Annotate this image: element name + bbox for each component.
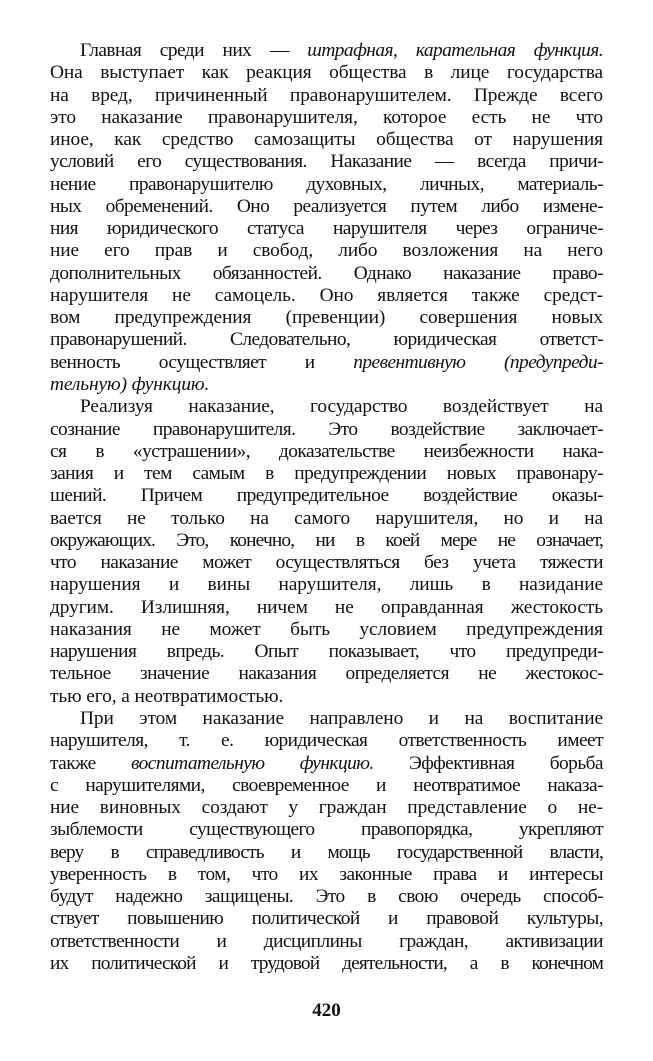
text-line: условий его существования. Наказание — всегда причи- (50, 151, 603, 173)
text-line: веру в справедливость и мощь государственной власти, (50, 841, 603, 863)
text-line: нарушения и вины нарушителя, лишь в назидание (50, 574, 603, 596)
text-line: наказания не может быть условием предупреждения (50, 618, 603, 640)
text-line: другим. Излишняя, ничем не оправданная жестокость (50, 596, 603, 618)
text-line: зыблемости существующего правопорядка, укрепляют (50, 819, 603, 841)
text-line: с нарушителями, своевременное и неотвратимое наказа- (50, 774, 603, 796)
text-line: тью его, а неотвратимостью. (50, 685, 284, 707)
text-line: что наказание может осуществляться без учета тяжести (50, 552, 603, 574)
text-line: шений. Причем предупредительное воздействие оказы- (50, 485, 603, 507)
text-line: также воспитательную функцию. Эффективная борьба (50, 752, 603, 774)
text-line: нарушителя, т. е. юридическая ответственность имеет (50, 730, 603, 752)
page-number: 420 (312, 1000, 341, 1021)
text-line: нение правонарушителю духовных, личных, материаль- (50, 173, 603, 195)
text-line: ние его прав и свобод, либо возложения на него (50, 240, 603, 262)
text-line: нарушителя не самоцель. Оно является также средст- (50, 284, 603, 306)
text-line: Главная среди них — штрафная, карательная функция. (80, 40, 604, 61)
text-line: уверенность в том, что их законные права и интересы (50, 863, 603, 885)
text-line: будут надежно защищены. Это в свою очередь способ- (50, 886, 603, 908)
text-line: окружающих. Это, конечно, ни в коей мере не означает, (50, 529, 603, 551)
text-line: тельное значение наказания определяется не жестокос- (50, 663, 603, 685)
text-line: венность осуществляет и превентивную (предупреди- (50, 351, 603, 373)
text-line: Она выступает как реакция общества в лице государства (50, 62, 603, 84)
italic-term: воспитательную функцию. (131, 752, 374, 774)
paragraph (50, 708, 603, 975)
page-body-text (50, 40, 603, 975)
italic-term: штрафная, карательная функция. (307, 40, 604, 61)
text-line: иное, как средство самозащиты общества от нарушения (50, 129, 603, 151)
italic-term: превентивную (предупреди- (353, 351, 603, 373)
text-line: ние виновных создают у граждан представление о не- (50, 797, 603, 819)
text-line (50, 374, 603, 396)
text-line: При этом наказание направлено и на воспитание (80, 707, 603, 729)
text-line: ствует повышению политической и правовой культуры, (50, 908, 603, 930)
text-line: правонарушений. Следовательно, юридическая ответст- (50, 329, 603, 351)
paragraph (50, 40, 603, 396)
text-line: ся в «устрашении», доказательстве неизбежности нака- (50, 440, 603, 462)
text-line: нарушения впредь. Опыт показывает, что предупреди- (50, 641, 603, 663)
text-line: вается не только на самого нарушителя, но и на (50, 507, 603, 529)
text-line: вом предупреждения (превенции) совершения новых (50, 307, 603, 329)
text-line: это наказание правонарушителя, которое есть не что (50, 106, 603, 128)
text-line: ответственности и дисциплины граждан, активизации (50, 930, 603, 952)
text-line: ных обременений. Оно реализуется путем либо измене- (50, 195, 603, 217)
text-line: Реализуя наказание, государство воздействует на (80, 396, 603, 418)
italic-term: тельную) функцию. (50, 373, 210, 395)
text-line: ния юридического статуса нарушителя через ограниче- (50, 218, 603, 240)
text-line: на вред, причиненный правонарушителем. Прежде всего (50, 84, 603, 106)
text-line: зания и тем самым в предупреждении новых правонару- (50, 463, 603, 485)
paragraph (50, 396, 603, 708)
text-line: сознание правонарушителя. Это воздействие заключает- (50, 418, 603, 440)
text-line: дополнительных обязанностей. Однако наказание право- (50, 262, 603, 284)
text-line: их политической и трудовой деятельности, а в конечном (50, 952, 603, 974)
